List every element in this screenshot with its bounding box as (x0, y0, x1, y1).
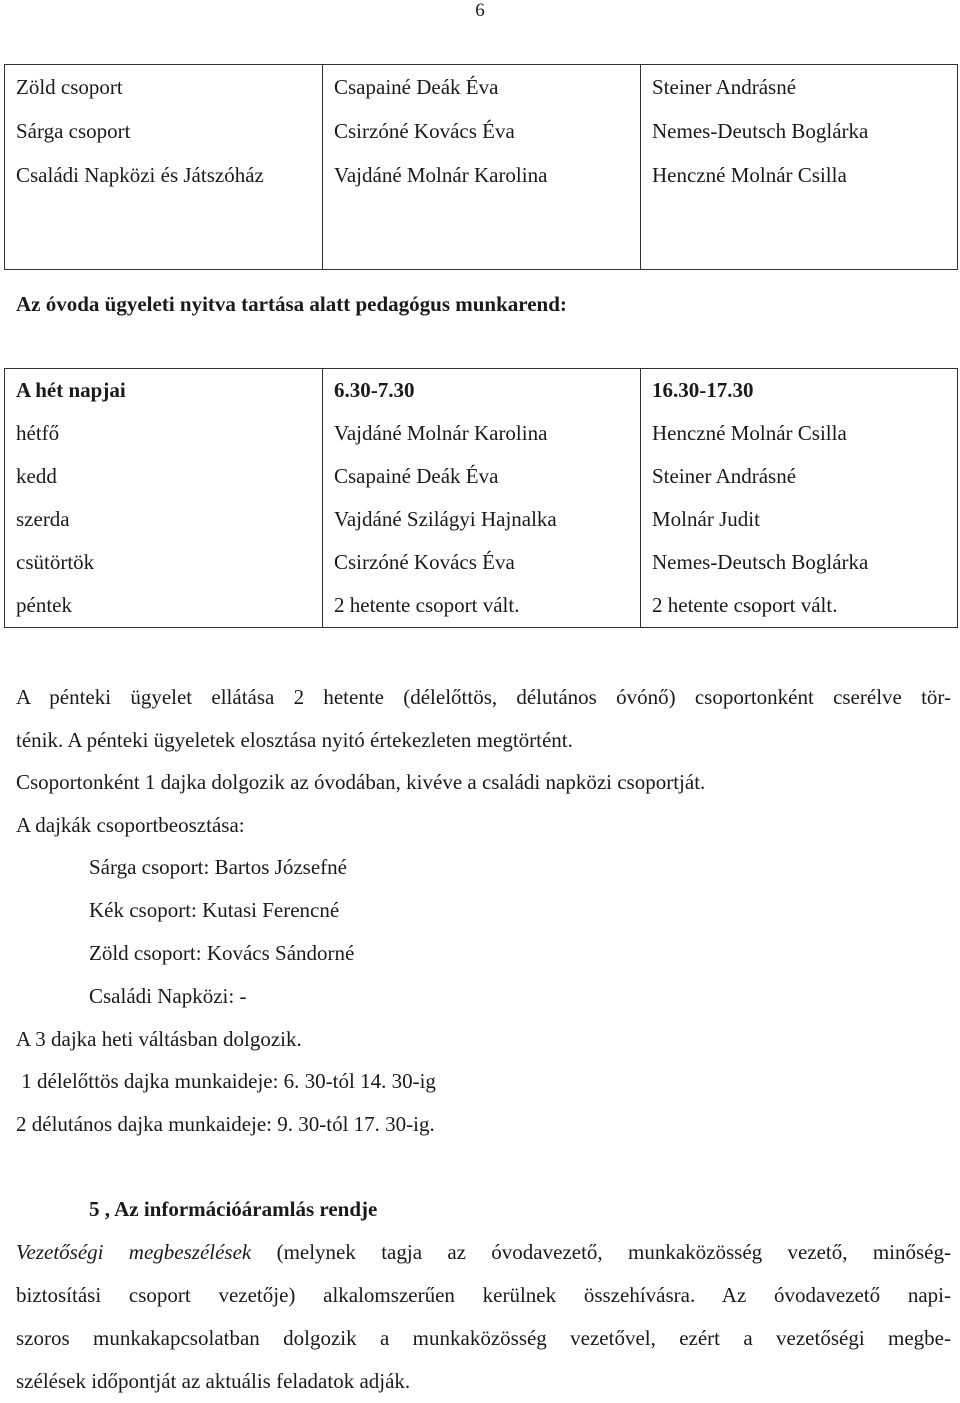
table-header-row (5, 369, 958, 413)
group-name: Családi Napközi és Játszóház (5, 153, 323, 197)
day: péntek (5, 584, 323, 628)
nanny-group-item: Sárga csoport: Bartos Józsefné (89, 855, 347, 879)
paragraph-line: biztosítási csoport vezetője) alkalomszerűen kerülnek összehívásra. Az óvodavezető napi- (16, 1283, 951, 1307)
table-row (5, 153, 958, 197)
paragraph-line (16, 1231, 951, 1274)
paragraph-line: A pénteki ügyelet ellátása 2 hetente (délelőttös, délutános óvónő) csoportonként cserélve tör- (16, 685, 951, 709)
morning-teacher: 2 hetente csoport vált. (323, 584, 641, 628)
morning-hours: 1 délelőttös dajka munkaideje: 6. 30-tól 14. 30-ig (16, 1069, 436, 1093)
day: kedd (5, 455, 323, 498)
page-number: 6 (475, 0, 485, 21)
morning-teacher: Csapainé Deák Éva (323, 455, 641, 498)
paragraph-line: szoros munkakapcsolatban dolgozik a munkaközösség vezetővel, ezért a vezetőségi megbe- (16, 1326, 951, 1350)
group-name: Sárga csoport (5, 109, 323, 153)
nanny-group-item: Zöld csoport: Kovács Sándorné (89, 941, 355, 965)
header-afternoon: 16.30-17.30 (641, 369, 958, 413)
section-title: 5 , Az információáramlás rendje (89, 1197, 378, 1221)
day: hétfő (5, 412, 323, 455)
teacher-1: Csirzóné Kovács Éva (323, 109, 641, 153)
teacher-2: Henczné Molnár Csilla (641, 153, 958, 197)
nanny-intro: Csoportonként 1 dajka dolgozik az óvodában, kivéve a családi napközi csoportját. (16, 770, 706, 794)
day: csütörtök (5, 541, 323, 584)
morning-teacher: Csirzóné Kovács Éva (323, 541, 641, 584)
duty-heading: Az óvoda ügyeleti nyitva tartása alatt pedagógus munkarend: (16, 292, 567, 316)
header-days: A hét napjai (5, 369, 323, 413)
day: szerda (5, 498, 323, 541)
table-spacer-row (5, 197, 958, 270)
table-row (5, 498, 958, 541)
teacher-2: Nemes-Deutsch Boglárka (641, 109, 958, 153)
morning-teacher: Vajdáné Szilágyi Hajnalka (323, 498, 641, 541)
afternoon-teacher: Nemes-Deutsch Boglárka (641, 541, 958, 584)
duty-table (4, 368, 958, 628)
teacher-2: Steiner Andrásné (641, 65, 958, 110)
table-row (5, 109, 958, 153)
group-name: Zöld csoport (5, 65, 323, 110)
table-row (5, 584, 958, 628)
table-row (5, 65, 958, 110)
nanny-group-item: Kék csoport: Kutasi Ferencné (89, 898, 340, 922)
header-morning: 6.30-7.30 (323, 369, 641, 413)
paragraph-line: ténik. A pénteki ügyeletek elosztása nyitó értekezleten megtörtént. (16, 728, 573, 752)
afternoon-teacher: Henczné Molnár Csilla (641, 412, 958, 455)
table-row (5, 455, 958, 498)
groups-table (4, 64, 958, 270)
teacher-1: Vajdáné Molnár Karolina (323, 153, 641, 197)
information-paragraph (16, 1231, 951, 1403)
afternoon-teacher: Molnár Judit (641, 498, 958, 541)
teacher-1: Csapainé Deák Éva (323, 65, 641, 110)
morning-teacher: Vajdáné Molnár Karolina (323, 412, 641, 455)
afternoon-teacher: Steiner Andrásné (641, 455, 958, 498)
italic-lead: Vezetőségi megbeszélések (16, 1240, 252, 1264)
friday-paragraph (16, 676, 951, 762)
paragraph-line: szélések időpontját az aktuális feladatok adják. (16, 1369, 411, 1393)
table-row (5, 412, 958, 455)
afternoon-teacher: 2 hetente csoport vált. (641, 584, 958, 628)
rotation-note: A 3 dajka heti váltásban dolgozik. (16, 1027, 302, 1051)
nanny-heading: A dajkák csoportbeosztása: (16, 813, 245, 837)
line-rest: (melynek tagja az óvodavezető, munkaközösség vezető, minőség- (251, 1240, 952, 1264)
table-row (5, 541, 958, 584)
nanny-group-item: Családi Napközi: - (89, 984, 247, 1008)
afternoon-hours: 2 délutános dajka munkaideje: 9. 30-tól 17. 30-ig. (16, 1112, 435, 1136)
